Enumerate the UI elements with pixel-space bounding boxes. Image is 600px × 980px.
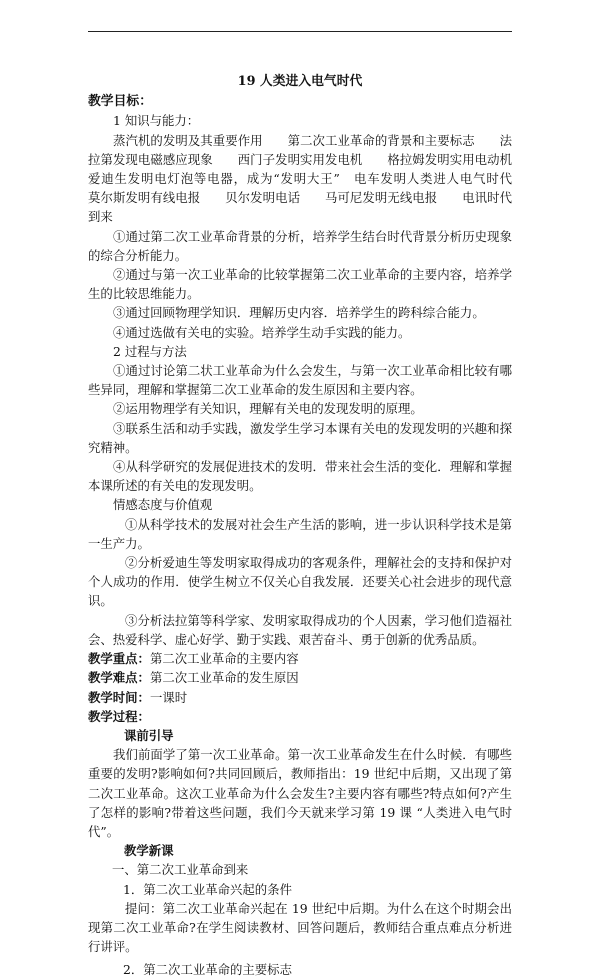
key-point-text: 第二次工业革命的主要内容 [149,651,299,667]
subsection-1-text: 提问：第二次工业革命兴起在 19 世纪中后期。为什么在这个时期会出现第二次工业革命?在学生阅读教材、回答问题后，教师结合重点难点分析进行讲评。 [88,900,512,955]
difficulty-row [88,668,512,687]
knowledge-topics: 蒸汽机的发明及其重要作用 第二次工业革命的背景和主要标志 法拉第发现电磁感应现象 西门子发明实用发电机 格拉姆发明实用电动机 爱迪生发明电灯泡等电器，成为“发明大王” 电车发明人类进人电气时代 莫尔斯发明有线电报 贝尔发明电话 马可尼发明无线电报 电讯时代到来 [88,132,537,225]
difficulty-label: 教学难点： [88,670,150,686]
process-method-heading: 2 过程与方法 [113,343,187,359]
section-1-heading: 一、第二次工业革命到来 [112,862,249,878]
process-item-4: ④从科学研究的发展促进技术的发明．带来社会生活的变化．理解和掌握本课所述的有关电的发现发明。 [88,459,512,494]
process-label: 教学过程： [88,708,150,724]
lesson-title: 19 人类进入电气时代 [237,74,363,89]
knowledge-item-1: ①通过第二次工业革命背景的分析，培养学生结台时代背景分析历史现象的综合分析能力。 [88,228,512,263]
subsection-2-heading: 2．第二次工业革命的主要标志 [123,962,292,978]
process-item-2: ②运用物理学有关知识，理解有关电的发现发明的原理。 [113,401,423,417]
knowledge-item-4: ④通过选做有关电的实验。培养学生动手实践的能力。 [113,324,411,340]
objectives-heading: 教学目标： [88,94,152,110]
header-rule [88,31,512,32]
intro-text: 我们前面学了第一次工业革命。第一次工业革命发生在什么时候．有哪些重要的发明?影响如何?共同回顾后，教师指出：19 世纪中后期，又出现了第二次工业革命。这次工业革命为什么会发生?主要内容有哪些?特点如何?产生了怎样的影响?带着这些问题，我们今天就来学习第 19 课 “人类进入电气时代”。 [88,747,512,839]
knowledge-item-2: ②通过与第一次工业革命的比较掌握第二次工业革命的主要内容，培养学生的比较思维能力。 [88,267,512,302]
emotion-item-3: ③分析法拉第等科学家、发明家取得成功的个人因素，学习他们造福社会、热爱科学、虚心好学、勤于实践、艰苦奋斗、勇于创新的优秀品质。 [88,612,512,647]
emotion-heading: 情感态度与价值观 [113,497,213,513]
subsection-1-heading: 1．第二次工业革命兴起的条件 [123,881,292,897]
lesson-plan [88,72,537,980]
new-lesson-heading: 教学新课 [124,843,174,859]
knowledge-item-3: ③通过回顾物理学知识．理解历史内容．培养学生的跨科综合能力。 [113,305,485,321]
time-text: 一课时 [149,689,188,705]
knowledge-heading: 1 知识与能力： [113,113,200,129]
key-point-label: 教学重点： [88,651,150,667]
difficulty-text: 第二次工业革命的发生原因 [149,670,299,686]
process-item-1: ①通过讨论第二状工业革命为什么会发生，与第一次工业革命相比较有哪些异同，理解和掌握第二次工业革命的发生原因和主要内容。 [88,363,512,398]
intro-heading: 课前引导 [124,727,174,743]
key-point-row [88,649,512,668]
time-row [88,688,512,707]
time-label: 教学时间： [88,689,150,705]
process-item-3: ③联系生活和动手实践，激发学生学习本课有关电的发现发明的兴趣和探究精神。 [88,420,512,455]
emotion-item-1: ①从科学技术的发展对社会生产生活的影响，进一步认识科学技术是第一生产力。 [88,516,512,551]
emotion-item-2: ②分析爱迪生等发明家取得成功的客观条件，理解社会的支持和保护对个人成功的作用．使学生树立不仅关心自我发展．还要关心社会进步的现代意识。 [88,555,512,609]
